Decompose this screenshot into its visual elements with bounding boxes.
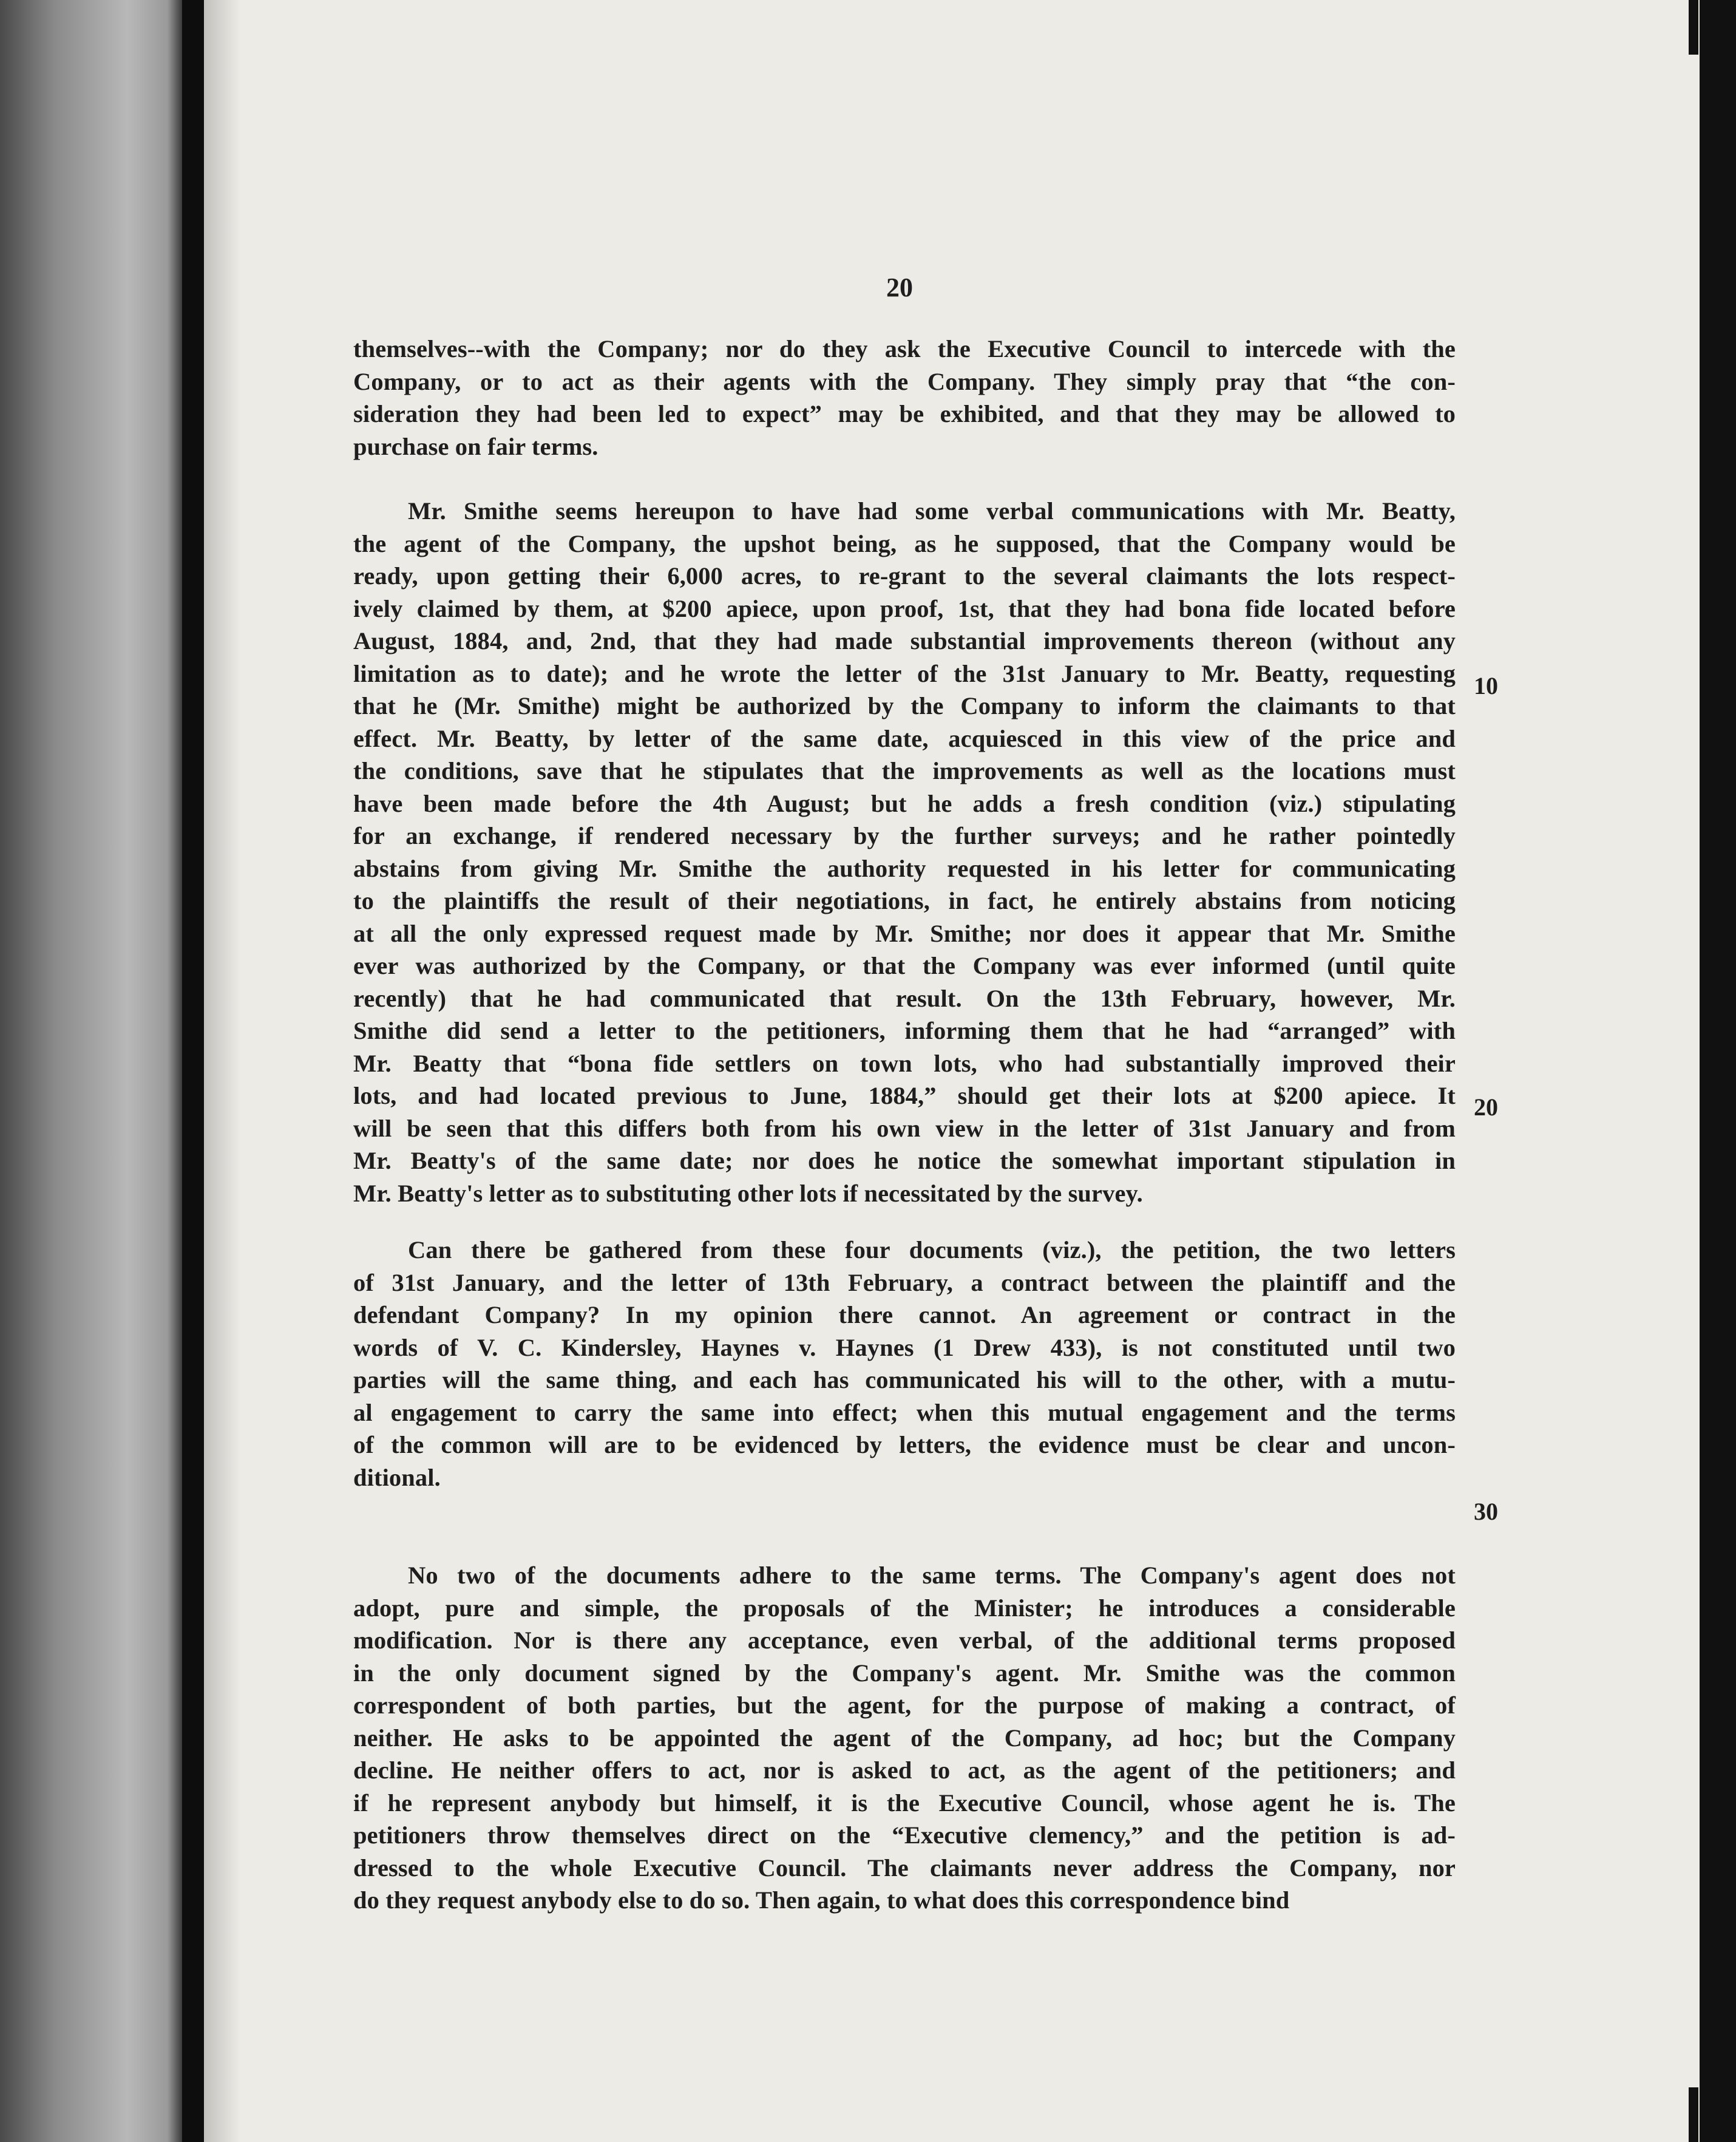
- text-line: Mr. Beatty's of the same date; nor does he notice the somewhat important stipulation in: [353, 1147, 1456, 1174]
- text-line: if he represent anybody but himself, it is the Executive Council, whose agent he is. The: [353, 1789, 1456, 1817]
- scan-border: [1700, 0, 1736, 2142]
- text-line: neither. He asks to be appointed the agent of the Company, ad hoc; but the Company: [353, 1724, 1456, 1752]
- text-line: effect. Mr. Beatty, by letter of the same date, acquiesced in this view of the price and: [353, 724, 1456, 752]
- text-line: of the common will are to be evidenced by letters, the evidence must be clear and uncon-: [353, 1431, 1456, 1458]
- text-line: Mr. Beatty that “bona fide settlers on town lots, who had substantially improved their: [353, 1049, 1456, 1077]
- text-line: ively claimed by them, at $200 apiece, upon proof, 1st, that they had bona fide located before: [353, 594, 1456, 622]
- adjacent-page-edge: [0, 0, 182, 2142]
- text-line: Smithe did send a letter to the petitioners, informing them that he had “arranged” with: [353, 1017, 1456, 1044]
- text-line: the agent of the Company, the upshot being, as he supposed, that the Company would be: [353, 529, 1456, 557]
- text-line: the conditions, save that he stipulates that the improvements as well as the locations must: [353, 757, 1456, 784]
- text-line: correspondent of both parties, but the agent, for the purpose of making a contract, of: [353, 1691, 1456, 1719]
- text-line: lots, and had located previous to June, 1884,” should get their lots at $200 apiece. It: [353, 1082, 1456, 1109]
- text-line: abstains from giving Mr. Smithe the authority requested in his letter for communicating: [353, 854, 1456, 882]
- corner-mark-bottom-right: [1689, 2087, 1698, 2142]
- text-line: Mr. Beatty's letter as to substituting other lots if necessitated by the survey.: [353, 1179, 1143, 1207]
- text-line: do they request anybody else to do so. Then again, to what does this correspondence bind: [353, 1886, 1290, 1914]
- paragraph-4: [353, 1559, 1456, 1917]
- page-number: 20: [886, 273, 913, 302]
- text-line: purchase on fair terms.: [353, 432, 598, 460]
- text-line: themselves--with the Company; nor do they ask the Executive Council to intercede with the: [353, 335, 1456, 362]
- text-line: parties will the same thing, and each has communicated his will to the other, with a mutu-: [353, 1366, 1456, 1393]
- paragraph-2: [353, 495, 1456, 1209]
- corner-mark-top-right: [1689, 0, 1698, 55]
- text-line: at all the only expressed request made by Mr. Smithe; nor does it appear that Mr. Smithe: [353, 919, 1456, 947]
- text-line: Mr. Smithe seems hereupon to have had some verbal communications with Mr. Beatty,: [408, 497, 1456, 525]
- text-line: recently) that he had communicated that result. On the 13th February, however, Mr.: [353, 984, 1456, 1012]
- text-line: that he (Mr. Smithe) might be authorized by the Company to inform the claimants to that: [353, 692, 1456, 719]
- paragraph-1: [353, 333, 1456, 463]
- text-line: modification. Nor is there any acceptance, even verbal, of the additional terms proposed: [353, 1627, 1456, 1654]
- text-line: Company, or to act as their agents with the Company. They simply pray that “the con-: [353, 367, 1456, 395]
- paragraph-3: [353, 1234, 1456, 1494]
- text-line: Can there be gathered from these four documents (viz.), the petition, the two letters: [408, 1236, 1456, 1263]
- text-line: dressed to the whole Executive Council. The claimants never address the Company, nor: [353, 1854, 1456, 1882]
- text-line: ever was authorized by the Company, or that the Company was ever informed (until quite: [353, 952, 1456, 979]
- text-line: for an exchange, if rendered necessary by the further surveys; and he rather pointedly: [353, 822, 1456, 849]
- text-line: words of V. C. Kindersley, Haynes v. Haynes (1 Drew 433), is not constituted until two: [353, 1333, 1456, 1361]
- line-number-10: 10: [1474, 672, 1498, 699]
- book-gutter: [182, 0, 204, 2142]
- text-line: ready, upon getting their 6,000 acres, to re-grant to the several claimants the lots respect-: [353, 562, 1456, 590]
- text-line: will be seen that this differs both from his own view in the letter of 31st January and from: [353, 1114, 1456, 1142]
- text-line: ditional.: [353, 1463, 441, 1491]
- line-number-20: 20: [1474, 1093, 1498, 1121]
- text-line: al engagement to carry the same into effect; when this mutual engagement and the terms: [353, 1398, 1456, 1426]
- text-line: to the plaintiffs the result of their negotiations, in fact, he entirely abstains from noticing: [353, 887, 1456, 914]
- text-line: in the only document signed by the Company's agent. Mr. Smithe was the common: [353, 1659, 1456, 1687]
- line-number-30: 30: [1474, 1498, 1498, 1525]
- text-line: decline. He neither offers to act, nor is asked to act, as the agent of the petitioners; and: [353, 1756, 1456, 1784]
- text-line: No two of the documents adhere to the same terms. The Company's agent does not: [408, 1562, 1456, 1589]
- text-line: sideration they had been led to expect” may be exhibited, and that they may be allowed to: [353, 400, 1456, 427]
- text-line: adopt, pure and simple, the proposals of the Minister; he introduces a considerable: [353, 1594, 1456, 1622]
- text-line: of 31st January, and the letter of 13th February, a contract between the plaintiff and the: [353, 1268, 1456, 1296]
- text-line: defendant Company? In my opinion there cannot. An agreement or contract in the: [353, 1301, 1456, 1328]
- page-shadow: [204, 0, 240, 2142]
- text-line: petitioners throw themselves direct on the “Executive clemency,” and the petition is ad-: [353, 1821, 1456, 1849]
- text-line: limitation as to date); and he wrote the letter of the 31st January to Mr. Beatty, requesting: [353, 659, 1456, 687]
- text-line: have been made before the 4th August; but he adds a fresh condition (viz.) stipulating: [353, 789, 1456, 817]
- text-line: August, 1884, and, 2nd, that they had made substantial improvements thereon (without any: [353, 627, 1456, 654]
